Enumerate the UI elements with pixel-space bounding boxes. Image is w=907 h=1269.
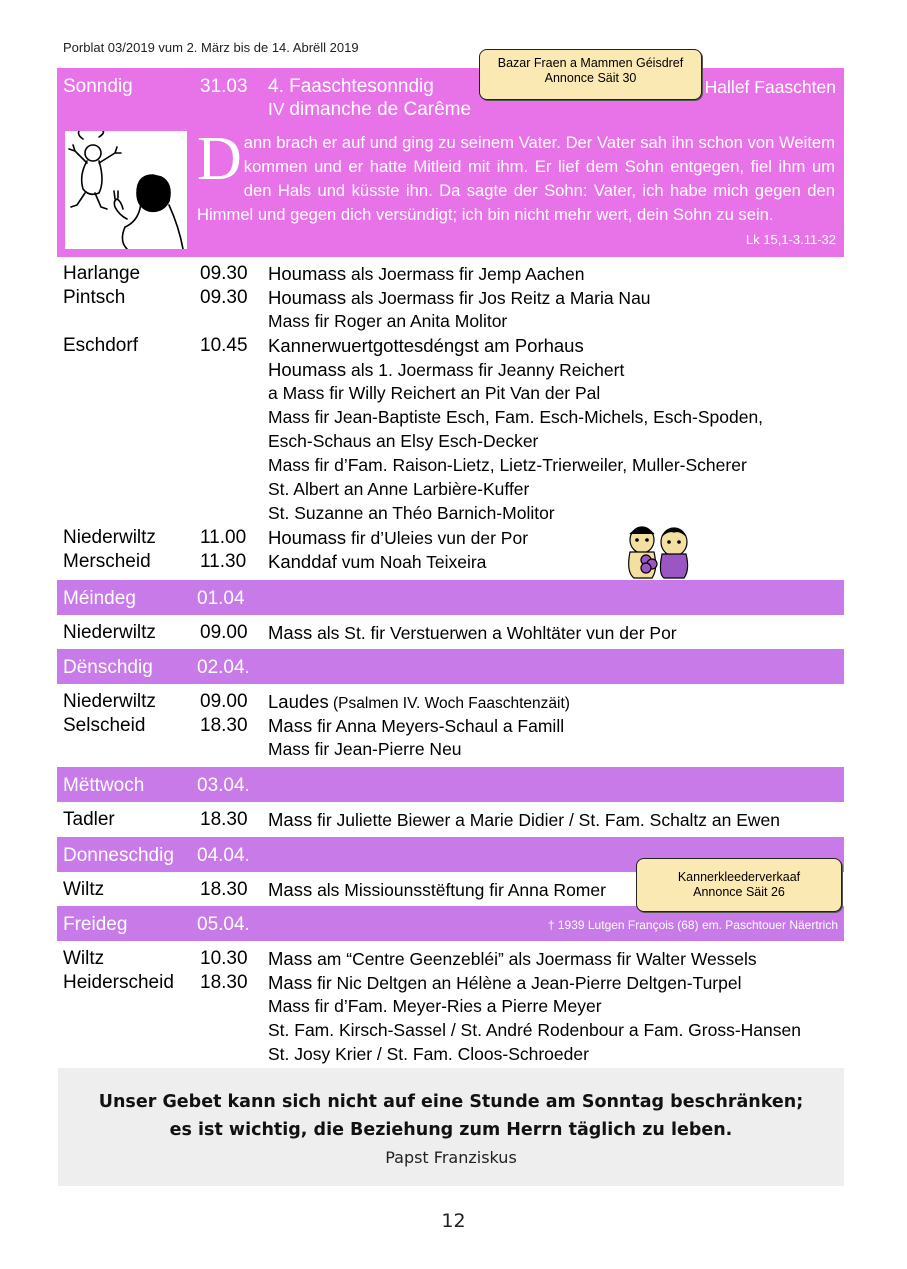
- row-rest: Mass fir d’Fam. Raison-Lietz, Lietz-Trierweiler, Muller-Scherer: [268, 455, 747, 475]
- row-rest: am “Centre Geenzebléi” als Joermass fir Walter Wessels: [312, 949, 757, 969]
- row-description: [268, 383, 600, 404]
- row-rest: Mass fir Jean-Pierre Neu: [268, 739, 462, 759]
- row-place: Pintsch: [63, 287, 126, 308]
- row-place: Wiltz: [63, 879, 105, 900]
- row-kw: Mass: [268, 879, 313, 900]
- row-kw: Laudes: [268, 691, 329, 712]
- row-description: [268, 551, 486, 573]
- row-rest: als Missiounsstëftung fir Anna Romer: [312, 880, 606, 900]
- day-name: Freideg: [63, 914, 128, 935]
- row-rest: St. Fam. Kirsch-Sassel / St. André Rodenbour a Fam. Gross-Hansen: [268, 1020, 801, 1040]
- row-kw: Kannerwuertgottesdéngst am Porhaus: [268, 335, 584, 356]
- schedule-row: [0, 383, 907, 407]
- page-header: Porblat 03/2019 vum 2. März bis de 14. Abrëll 2019: [63, 40, 359, 55]
- row-description: [268, 948, 757, 970]
- row-description: [268, 503, 555, 524]
- row-description: [268, 1044, 589, 1065]
- schedule-row: [0, 948, 907, 972]
- row-kw: Mass: [268, 809, 313, 830]
- page-number: 12: [441, 1210, 466, 1232]
- schedule-row: [0, 359, 907, 383]
- row-kw: Houmass: [268, 359, 347, 380]
- row-rest: fir Anna Meyers-Schaul a Famill: [312, 716, 565, 736]
- row-rest: St. Suzanne an Théo Barnich-Molitor: [268, 503, 555, 523]
- row-rest: a Mass fir Willy Reichert an Pit Van der Pal: [268, 383, 601, 403]
- row-description: [268, 527, 528, 549]
- row-rest: als Joermass fir Jos Reitz a Maria Nau: [346, 288, 651, 308]
- row-small: (Psalmen IV. Woch Faaschtenzäit): [328, 695, 570, 712]
- row-description: [268, 715, 564, 737]
- row-kw: Mass: [268, 948, 313, 969]
- row-place: Heiderscheid: [63, 972, 174, 993]
- row-place: Harlange: [63, 263, 141, 284]
- row-description: [268, 809, 780, 831]
- quote-line-1: Unser Gebet kann sich nicht auf eine Stunde am Sonntag beschränken;: [98, 1092, 804, 1112]
- sunday-day-name: Sonndig: [63, 76, 133, 97]
- obituary-note: † 1939 Lutgen François (68) em. Paschtouer Näertrich: [547, 918, 838, 932]
- row-description: [268, 335, 584, 357]
- sunday-date: 31.03: [200, 76, 248, 97]
- schedule-row: [0, 551, 907, 575]
- row-description: [268, 739, 462, 760]
- day-name: Mëttwoch: [63, 775, 145, 796]
- row-rest: fir Juliette Biewer a Marie Didier / St. Fam. Schaltz an Ewen: [312, 810, 781, 830]
- day-name: Donneschdig: [63, 845, 174, 866]
- row-description: [268, 407, 763, 428]
- row-kw: Houmass: [268, 527, 347, 548]
- row-place: Selscheid: [63, 715, 146, 736]
- gospel-text: [197, 125, 835, 227]
- row-kw: Houmass: [268, 263, 347, 284]
- schedule-row: [0, 503, 907, 527]
- row-description: [268, 287, 651, 309]
- bazar-callout-line2: Annonce Säit 30: [544, 71, 637, 85]
- row-time: 18.30: [200, 809, 248, 830]
- schedule-row: [0, 691, 907, 715]
- schedule-row: [0, 715, 907, 739]
- day-band: [57, 580, 844, 615]
- row-time: 09.00: [200, 691, 248, 712]
- schedule-row: [0, 1044, 907, 1068]
- schedule-row: [0, 1020, 907, 1044]
- schedule-row: [0, 996, 907, 1020]
- schedule-row: [0, 527, 907, 551]
- schedule-row: [0, 431, 907, 455]
- row-description: [268, 879, 606, 901]
- row-place: Niederwiltz: [63, 622, 156, 643]
- sunday-title: 4. Faaschtesonndig: [268, 76, 434, 97]
- row-rest: als St. fir Verstuerwen a Wohltäter vun der Por: [312, 623, 677, 643]
- day-date: 03.04.: [197, 775, 250, 796]
- row-description: [268, 455, 747, 476]
- row-place: Tadler: [63, 809, 115, 830]
- schedule-row: [0, 809, 907, 833]
- row-rest: fir Nic Deltgen an Hélène a Jean-Pierre Deltgen-Turpel: [312, 973, 742, 993]
- row-description: [268, 359, 624, 381]
- row-time: 11.00: [200, 527, 247, 548]
- row-description: [268, 996, 602, 1017]
- row-rest: fir d’Uleies vun der Por: [346, 528, 529, 548]
- row-rest: Esch-Schaus an Elsy Esch-Decker: [268, 431, 539, 451]
- row-rest: als 1. Joermass fir Jeanny Reichert: [346, 360, 625, 380]
- gospel-reference: Lk 15,1-3.11-32: [745, 232, 836, 247]
- row-rest: Mass fir Jean-Baptiste Esch, Fam. Esch-Michels, Esch-Spoden,: [268, 407, 764, 427]
- row-rest: als Joermass fir Jemp Aachen: [346, 264, 585, 284]
- row-time: 18.30: [200, 879, 248, 900]
- schedule-row: [0, 479, 907, 503]
- day-date: 05.04.: [197, 914, 250, 935]
- row-time: 09.30: [200, 263, 248, 284]
- schedule-row: [0, 311, 907, 335]
- row-place: Wiltz: [63, 948, 105, 969]
- children-illustration-icon: [622, 520, 698, 580]
- row-rest: St. Albert an Anne Larbière-Kuffer: [268, 479, 530, 499]
- row-kw: Kanddaf: [268, 551, 337, 572]
- row-kw: Mass: [268, 715, 313, 736]
- day-name: Dënschdig: [63, 657, 153, 678]
- sunday-block: [57, 68, 844, 257]
- quote-line-2: es ist wichtig, die Beziehung zum Herrn täglich zu leben.: [169, 1120, 733, 1140]
- prodigal-son-illustration-icon: [65, 131, 187, 249]
- schedule-row: [0, 263, 907, 287]
- schedule-row: [0, 407, 907, 431]
- quote-author: Papst Franziskus: [385, 1148, 517, 1167]
- row-place: Niederwiltz: [63, 527, 156, 548]
- sunday-subtitle-prefix: IV: [268, 99, 290, 119]
- quote-box: [58, 1068, 844, 1186]
- row-place: Niederwiltz: [63, 691, 156, 712]
- day-date: 01.04: [197, 588, 245, 609]
- row-description: [268, 1020, 801, 1041]
- row-description: [268, 479, 529, 500]
- row-time: 10.45: [200, 335, 248, 356]
- day-band: [57, 767, 844, 802]
- row-description: [268, 622, 677, 644]
- row-kw: Mass: [268, 972, 313, 993]
- sunday-subtitle-main: dimanche de Carême: [289, 99, 472, 120]
- row-rest: St. Josy Krier / St. Fam. Cloos-Schroeder: [268, 1044, 589, 1064]
- row-description: [268, 311, 507, 332]
- schedule-row: [0, 455, 907, 479]
- day-band: [57, 649, 844, 684]
- row-time: 10.30: [200, 948, 248, 969]
- row-time: 09.00: [200, 622, 248, 643]
- row-time: 18.30: [200, 972, 248, 993]
- row-time: 11.30: [200, 551, 247, 572]
- schedule-row: [0, 335, 907, 359]
- row-kw: Mass: [268, 622, 313, 643]
- row-rest: vum Noah Teixeira: [336, 552, 487, 572]
- gospel-dropcap: D: [197, 125, 242, 193]
- schedule-row: [0, 972, 907, 996]
- row-description: [268, 972, 741, 994]
- gospel-body: ann brach er auf und ging zu seinem Vater. Der Vater sah ihn schon von Weitem kommen und er hatte Mitleid mit ihm. Er lief dem Sohn entgegen, fiel ihm um den Hals und küsste ihn. Da sagte der Sohn: Vater, ich habe mich gegen den Himmel und gegen dich versündigt; ich bin nicht mehr wert, dein Sohn zu sein.: [197, 133, 835, 224]
- bazar-callout: [479, 49, 702, 100]
- row-description: [268, 263, 584, 285]
- row-time: 18.30: [200, 715, 248, 736]
- sunday-right-label: Hallef Faaschten: [704, 77, 836, 97]
- row-kw: Houmass: [268, 287, 347, 308]
- row-rest: Mass fir d’Fam. Meyer-Ries a Pierre Meyer: [268, 996, 602, 1016]
- row-rest: Mass fir Roger an Anita Molitor: [268, 311, 508, 331]
- day-date: 02.04.: [197, 657, 250, 678]
- bazar-callout-line1: Bazar Fraen a Mammen Géisdref: [497, 56, 684, 70]
- row-place: Merscheid: [63, 551, 151, 572]
- day-name: Méindeg: [63, 588, 136, 609]
- row-description: [268, 691, 570, 713]
- schedule-row: [0, 739, 907, 763]
- row-place: Eschdorf: [63, 335, 138, 356]
- row-description: [268, 431, 538, 452]
- sunday-subtitle: [268, 99, 471, 121]
- kanner-callout: [636, 858, 842, 912]
- schedule-row: [0, 622, 907, 646]
- schedule-row: [0, 287, 907, 311]
- kanner-callout-line2: Annonce Säit 26: [693, 885, 785, 899]
- row-time: 09.30: [200, 287, 248, 308]
- day-date: 04.04.: [197, 845, 250, 866]
- kanner-callout-line1: Kannerkleederverkaaf: [677, 870, 801, 884]
